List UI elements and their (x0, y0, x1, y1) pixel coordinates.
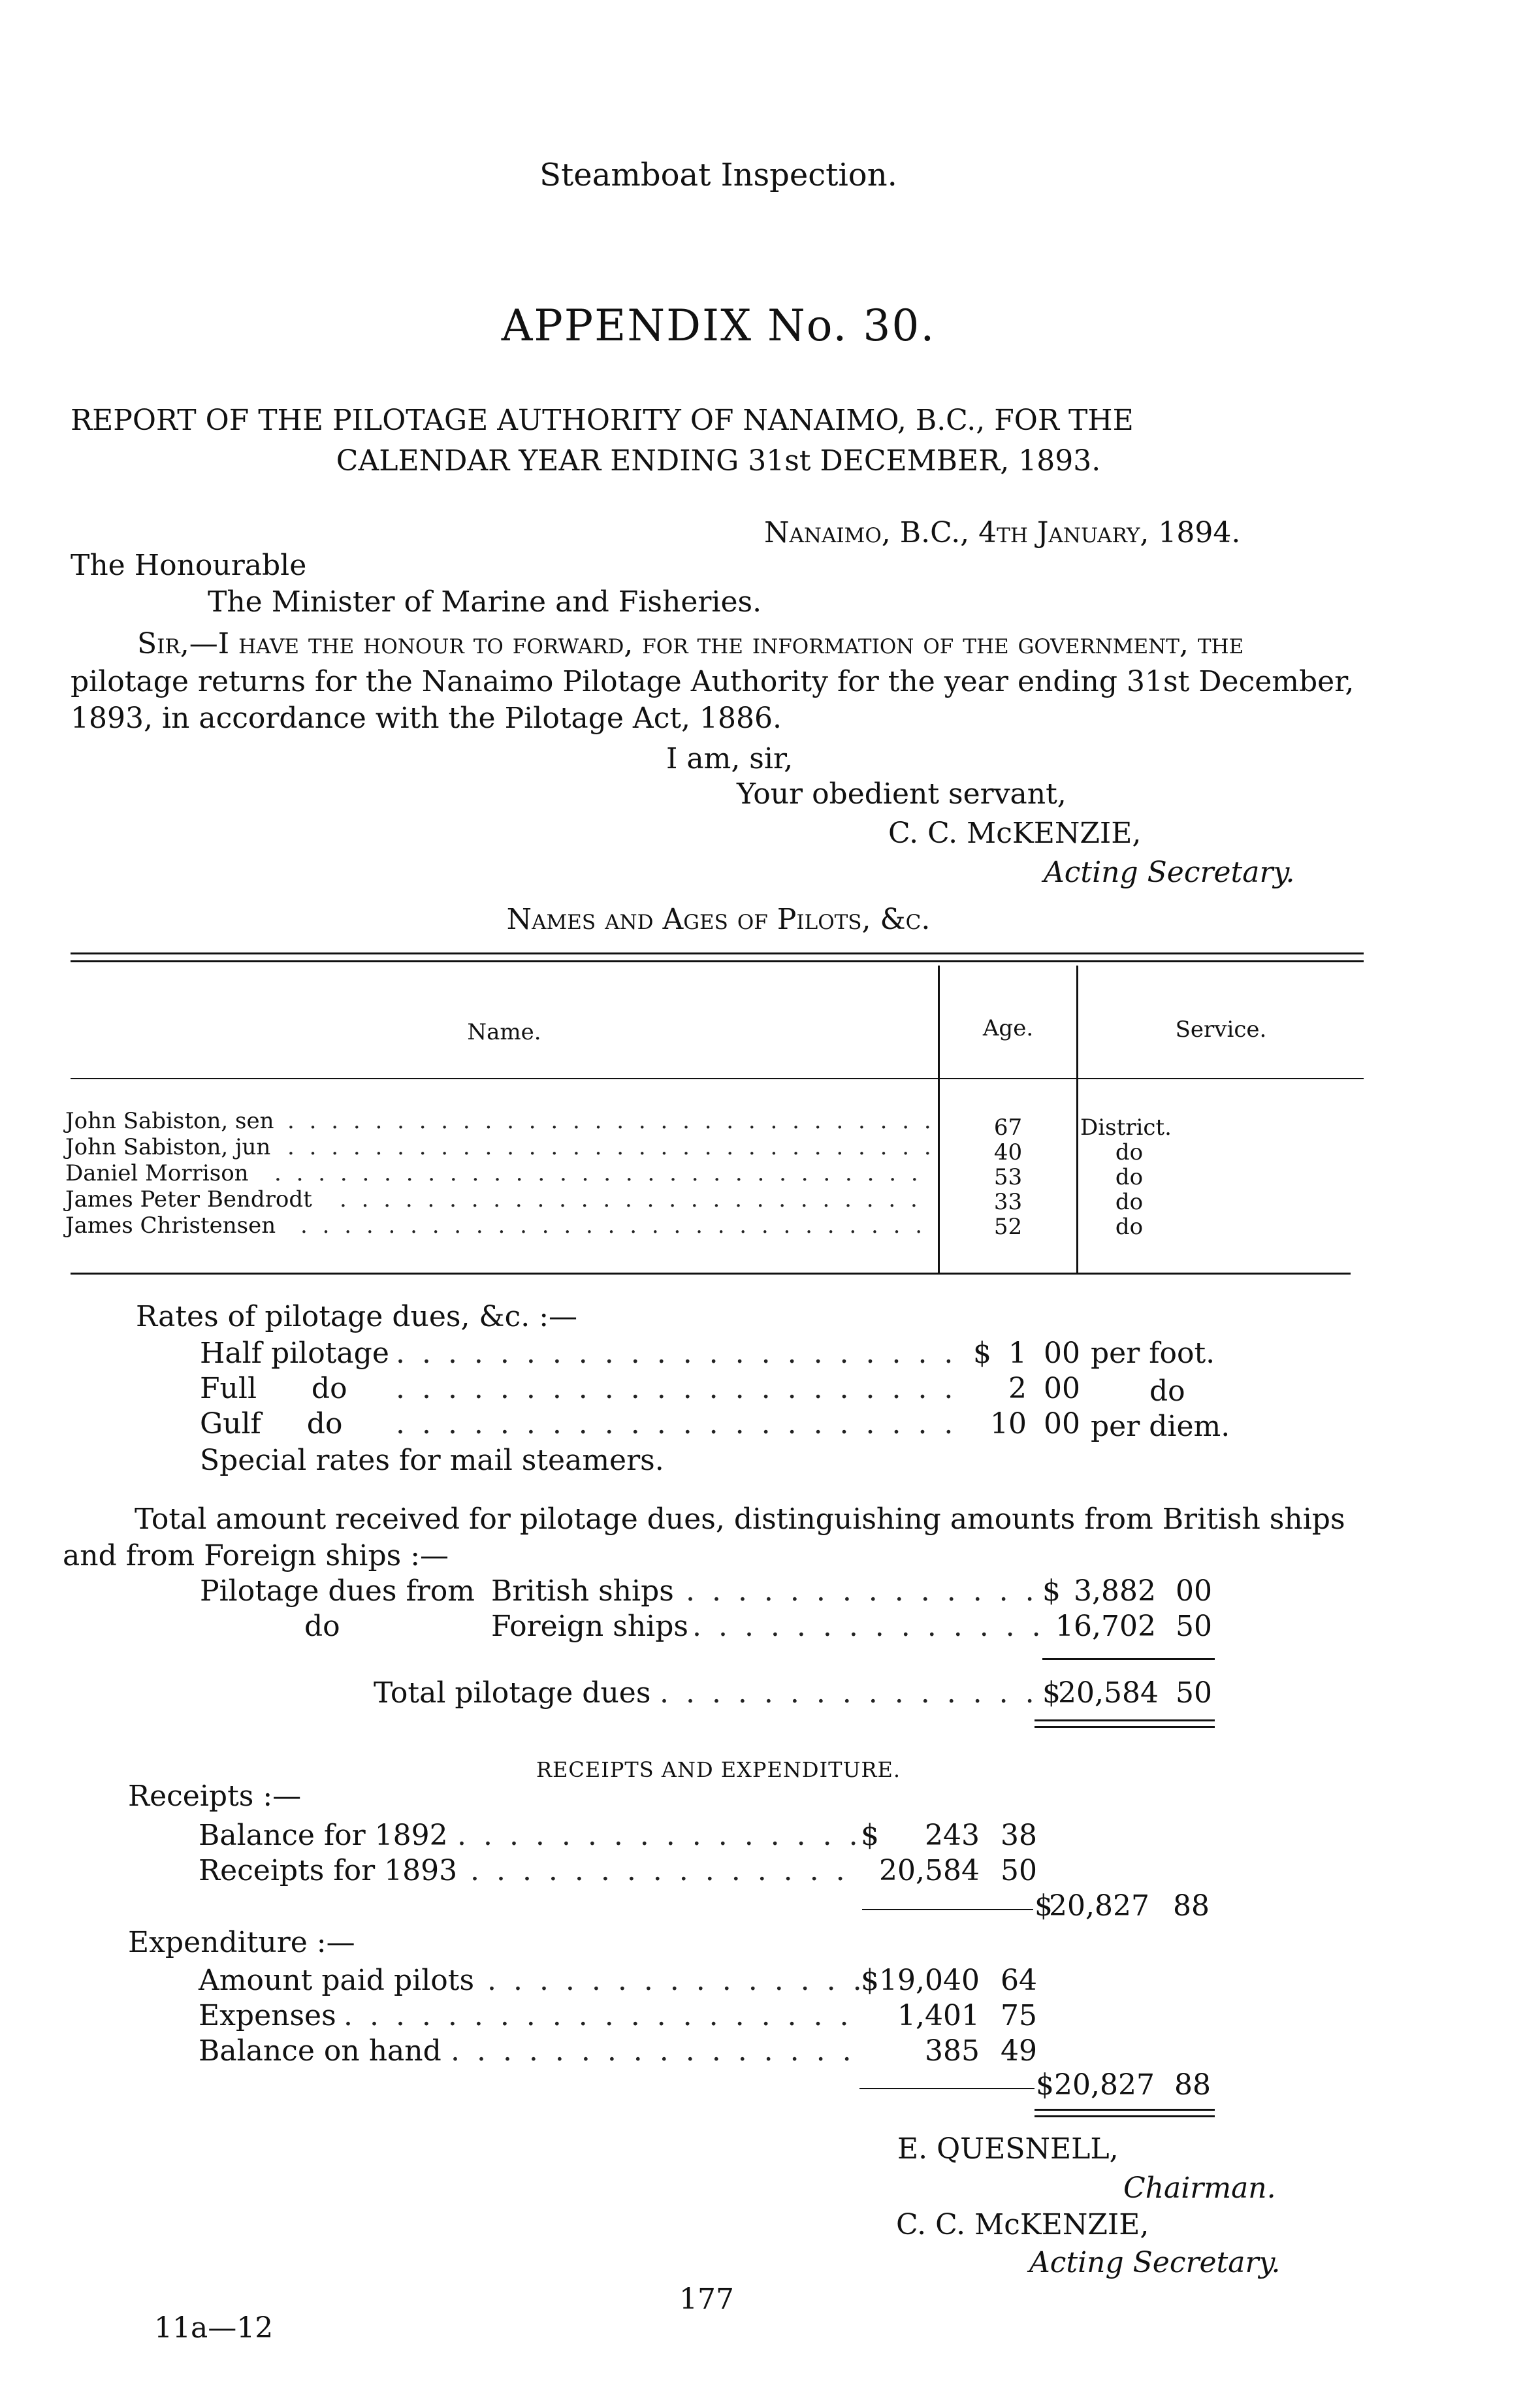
letter-body-line-3: 1893, in accordance with the Pilotage Act, 1886. (71, 702, 782, 735)
leader-dots (396, 1337, 971, 1370)
rate-cents: 00 (1044, 1372, 1080, 1405)
leader-dots (692, 1610, 1038, 1643)
expenditure-cents: 64 (1001, 1964, 1037, 1997)
expenditure-amount: 1,401 (897, 1999, 980, 2032)
british-dollar: $ (1042, 1574, 1061, 1608)
totals-sum-rule (1042, 1658, 1215, 1660)
pilot-service: do (1115, 1164, 1144, 1190)
expenditure-total-cents: 88 (1174, 2068, 1211, 2102)
rate-dollar: $ (973, 1337, 991, 1370)
closing-sir: I am, sir, (666, 742, 794, 775)
expenditure-amount: 19,040 (879, 1964, 980, 1997)
receipt-label: Receipts for 1893 (199, 1854, 458, 1887)
rate-amount: 1 (1008, 1337, 1027, 1370)
pilot-age: 40 (993, 1139, 1023, 1165)
appendix-title: APPENDIX No. 30. (501, 301, 936, 351)
totals-intro-line-2: and from Foreign ships :— (63, 1539, 449, 1572)
letter-body-line-1: Sir,—I have the honour to forward, for the information of the government, the (137, 627, 1244, 660)
leader-dots (396, 1407, 971, 1440)
totals-intro-line-1: Total amount received for pilotage dues, distinguishing amounts from British ships (135, 1503, 1345, 1536)
british-cents: 00 (1176, 1574, 1212, 1608)
sheet-mark: 11a—12 (154, 2311, 274, 2345)
expenditure-label: Balance on hand (199, 2034, 441, 2068)
receipts-total-dollar: $ (1035, 1889, 1053, 1923)
rate-unit: per diem. (1091, 1410, 1230, 1443)
page-number: 177 (679, 2283, 734, 2316)
leader-dots (344, 1999, 859, 2032)
foreign-label-b: Foreign ships (491, 1610, 688, 1643)
receipt-cents: 38 (1001, 1819, 1037, 1852)
closing-servant: Your obedient servant, (737, 777, 1067, 811)
accounts-heading: RECEIPTS AND EXPENDITURE. (536, 1757, 901, 1782)
foreign-cents: 50 (1176, 1610, 1212, 1643)
leader-dots (287, 1134, 934, 1160)
expenditure-label: Amount paid pilots (199, 1964, 475, 1997)
expenditure-cents: 75 (1001, 1999, 1037, 2032)
receipt-dollar: $ (861, 1819, 879, 1852)
expenditure-dollar: $ (861, 1964, 879, 1997)
pilot-service: do (1115, 1189, 1144, 1215)
report-title-line-2: CALENDAR YEAR ENDING 31st DECEMBER, 1893. (336, 444, 1101, 478)
receipt-amount: 243 (925, 1819, 980, 1852)
leader-dots (451, 2034, 859, 2068)
receipts-total-cents: 88 (1173, 1889, 1210, 1923)
leader-dots (287, 1108, 934, 1134)
receipt-amount: 20,584 (879, 1854, 980, 1887)
pilot-service: District. (1080, 1115, 1172, 1141)
letter-signer-title: Acting Secretary. (1044, 856, 1295, 889)
expenditure-total-amount: 20,827 (1054, 2068, 1155, 2102)
rate-label: Full do (200, 1372, 347, 1405)
receipts-total-amount: 20,827 (1049, 1889, 1149, 1923)
rates-heading: Rates of pilotage dues, &c. :— (136, 1300, 578, 1333)
table-top-rule-double (71, 960, 1364, 962)
expenditure-amount: 385 (925, 2034, 980, 2068)
british-label-b: British ships (491, 1574, 674, 1608)
salutation-honourable: The Honourable (71, 549, 307, 582)
signature-secretary-name: C. C. McKENZIE, (896, 2208, 1149, 2241)
pilot-name: Daniel Morrison (65, 1160, 249, 1186)
leader-dots (686, 1574, 1038, 1608)
pilot-age: 33 (993, 1189, 1023, 1215)
expenditure-total-dollar: $ (1036, 2068, 1054, 2102)
pilot-name: John Sabiston, jun (65, 1134, 271, 1160)
rate-cents: 00 (1044, 1337, 1080, 1370)
leader-dots (300, 1212, 934, 1239)
signature-chairman-name: E. QUESNELL, (897, 2132, 1119, 2166)
leader-dots (487, 1964, 859, 1997)
table-header-age: Age. (982, 1015, 1034, 1041)
total-cents: 50 (1176, 1676, 1212, 1710)
table-col-divider-2 (1076, 966, 1078, 1273)
pilot-age: 52 (993, 1214, 1023, 1240)
pilot-name: John Sabiston, sen (65, 1108, 274, 1134)
expenditure-label: Expenses (199, 1999, 336, 2032)
total-dollar: $ (1042, 1676, 1061, 1710)
british-label-a: Pilotage dues from (200, 1574, 475, 1608)
expenditure-total-rule (859, 2088, 1035, 2089)
place-date: Nanaimo, B.C., 4th January, 1894. (764, 516, 1241, 549)
receipts-total-rule (862, 1909, 1033, 1910)
leader-dots (660, 1676, 1038, 1710)
table-header-name: Name. (467, 1019, 541, 1045)
expenditure-double-rule-1 (1035, 2109, 1215, 2111)
rates-special: Special rates for mail steamers. (200, 1444, 664, 1477)
leader-dots (274, 1160, 921, 1186)
expenditure-heading: Expenditure :— (128, 1926, 355, 1959)
total-amount: 20,584 (1058, 1676, 1159, 1710)
leader-dots (340, 1186, 934, 1212)
leader-dots (457, 1819, 856, 1852)
pilot-name: James Christensen (65, 1212, 276, 1239)
table-header-rule (71, 1078, 1364, 1079)
total-double-rule-2 (1035, 1726, 1215, 1728)
total-double-rule-1 (1035, 1719, 1215, 1721)
total-label: Total pilotage dues (374, 1676, 651, 1710)
receipts-heading: Receipts :— (128, 1780, 302, 1813)
rate-unit: per foot. (1091, 1337, 1215, 1370)
rate-cents: 00 (1044, 1407, 1080, 1440)
rate-amount: 2 (1008, 1372, 1027, 1405)
rate-label: Half pilotage (200, 1337, 389, 1370)
rate-unit: do (1149, 1375, 1185, 1408)
signature-secretary-title: Acting Secretary. (1029, 2246, 1281, 2279)
foreign-label-a: do (304, 1610, 340, 1643)
rate-label: Gulf do (200, 1407, 343, 1440)
foreign-amount: 16,702 (1055, 1610, 1156, 1643)
expenditure-cents: 49 (1001, 2034, 1037, 2068)
pilot-name: James Peter Bendrodt (65, 1186, 312, 1212)
salutation-minister: The Minister of Marine and Fisheries. (208, 585, 762, 619)
signature-chairman-title: Chairman. (1123, 2172, 1276, 2205)
letter-body-line-2: pilotage returns for the Nanaimo Pilotage Authority for the year ending 31st December, (71, 665, 1355, 698)
pilot-age: 67 (993, 1115, 1023, 1141)
table-header-service: Service. (1175, 1017, 1267, 1043)
leader-dots (396, 1372, 971, 1405)
british-amount: 3,882 (1074, 1574, 1156, 1608)
report-title-line-1: REPORT OF THE PILOTAGE AUTHORITY OF NANAIMO, B.C., FOR THE (71, 404, 1134, 437)
pilot-service: do (1115, 1139, 1144, 1165)
table-bottom-rule (71, 1273, 1351, 1275)
receipt-cents: 50 (1001, 1854, 1037, 1887)
rate-amount: 10 (990, 1407, 1027, 1440)
leader-dots (470, 1854, 856, 1887)
table-top-rule (71, 952, 1364, 954)
running-title: Steamboat Inspection. (539, 157, 897, 193)
pilot-service: do (1115, 1214, 1144, 1240)
pilot-age: 53 (993, 1164, 1023, 1190)
table-caption: Names and Ages of Pilots, &c. (506, 903, 931, 936)
letter-signer: C. C. McKENZIE, (888, 817, 1142, 850)
expenditure-double-rule-2 (1035, 2115, 1215, 2117)
receipt-label: Balance for 1892 (199, 1819, 448, 1852)
